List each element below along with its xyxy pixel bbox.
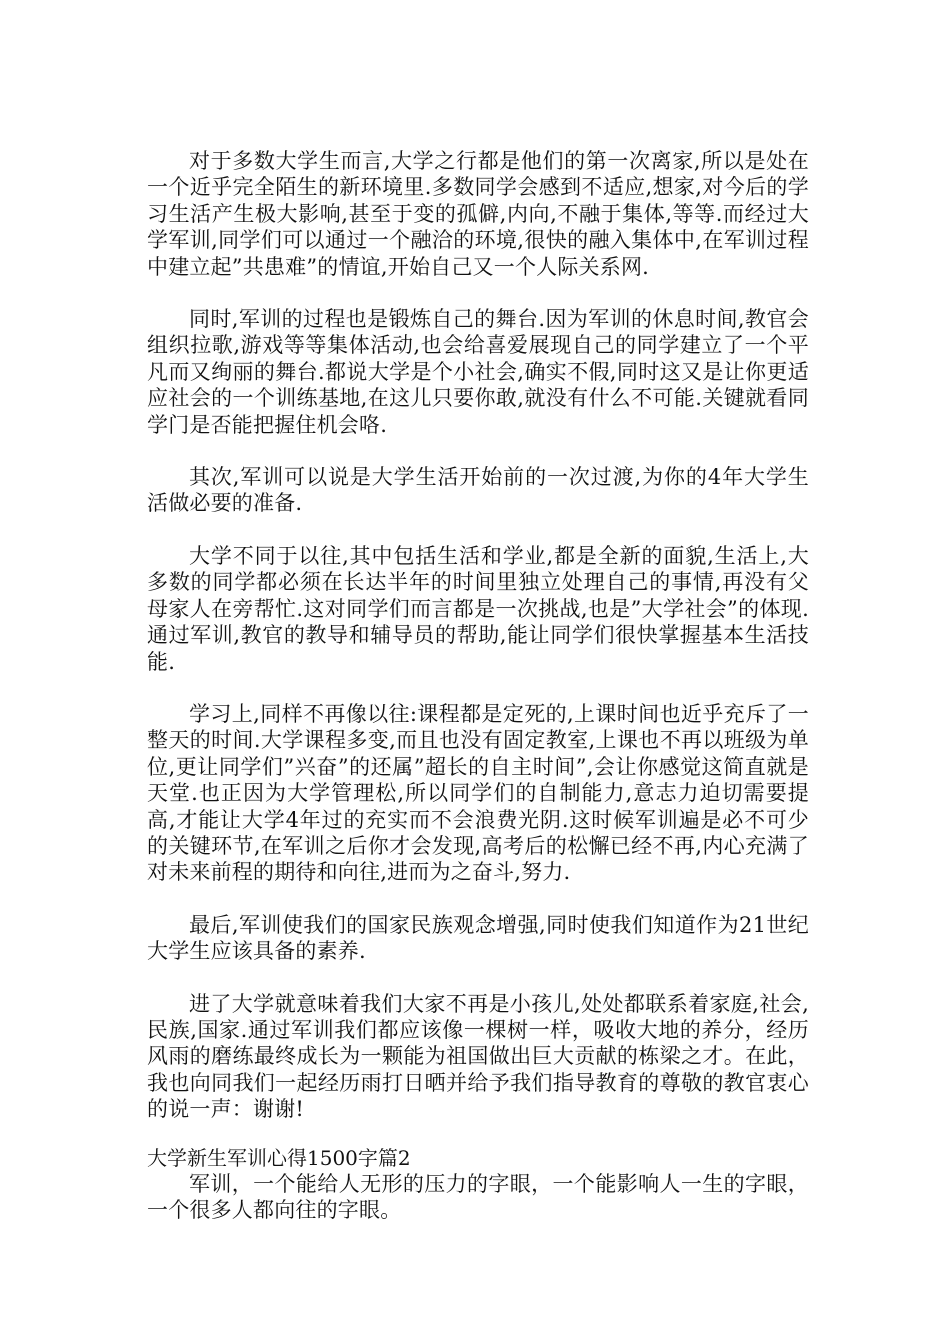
paragraph-1: 对于多数大学生而言,大学之行都是他们的第一次离家,所以是处在一个近乎完全陌生的新环境里.多数同学会感到不适应,想家,对今后的学习生活产生极大影响,甚至于变的孤僻,内向,不融于集体,等等.而经过大学军训,同学们可以通过一个融洽的环境,很快的融入集体中,在军训过程中建立起”共患难”的情谊,开始自己又一个人际关系网. (147, 149, 809, 279)
section-title: 大学新生军训心得1500字篇2 (147, 1145, 411, 1170)
document-body (147, 148, 809, 1249)
paragraph-4: 大学不同于以往,其中包括生活和学业,都是全新的面貌,生活上,大多数的同学都必须在长达半年的时间里独立处理自己的事情,再没有父母家人在旁帮忙.这对同学们而言都是一次挑战,也是”大学社会”的体现.通过军训,教官的教导和辅导员的帮助,能让同学们很快掌握基本生活技能. (147, 543, 809, 674)
paragraph-7: 进了大学就意味着我们大家不再是小孩儿,处处都联系着家庭,社会,民族,国家.通过军训我们都应该像一棵树一样，吸收大地的养分，经历风雨的磨练最终成长为一颗能为祖国做出巨大贡献的栋梁之才。在此，我也向同我们一起经历雨打日晒并给予我们指导教育的尊敬的教官衷心的说一声：谢谢! (147, 991, 809, 1122)
paragraph-6: 最后,军训使我们的国家民族观念增强,同时使我们知道作为21世纪大学生应该具备的素养. (147, 912, 809, 964)
paragraph-8: 军训，一个能给人无形的压力的字眼，一个能影响人一生的字眼，一个很多人都向往的字眼。 (147, 1171, 809, 1222)
paragraph-2: 同时,军训的过程也是锻炼自己的舞台.因为军训的休息时间,教官会组织拉歌,游戏等等集体活动,也会给喜爱展现自己的同学建立了一个平凡而又绚丽的舞台.都说大学是个小社会,确实不假,同时这又是让你更适应社会的一个训练基地,在这儿只要你敢,就没有什么不可能.关键就看同学门是否能把握住机会咯. (147, 307, 809, 437)
paragraph-3: 其次,军训可以说是大学生活开始前的一次过渡,为你的4年大学生活做必要的准备. (147, 465, 809, 516)
paragraph-5: 学习上,同样不再像以往:课程都是定死的,上课时间也近乎充斥了一整天的时间.大学课程多变,而且也没有固定教室,上课也不再以班级为单位,更让同学们”兴奋”的还属”超长的自主时间”,会让你感觉这简直就是天堂.也正因为大学管理松,所以同学们的自制能力,意志力迫切需要提高,才能让大学4年过的充实而不会浪费光阴.这时候军训遍是必不可少的关键环节,在军训之后你才会发现,高考后的松懈已经不再,内心充满了对未来前程的期待和向往,进而为之奋斗,努力. (147, 701, 809, 885)
